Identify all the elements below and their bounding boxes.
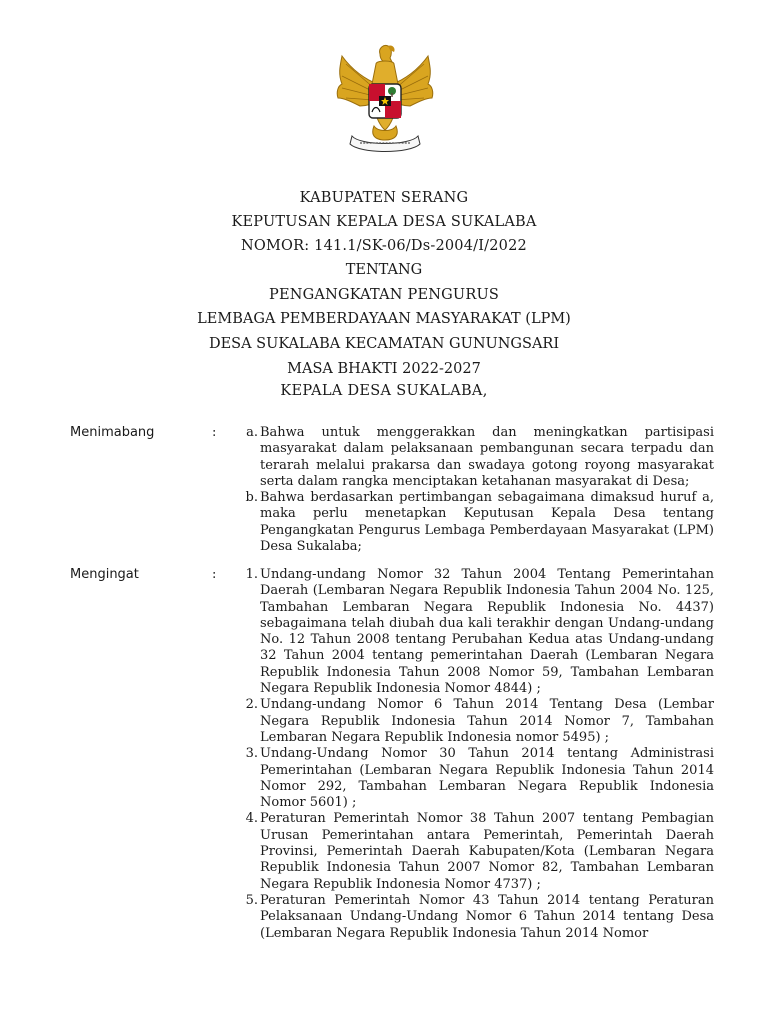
item-text: Peraturan Pemerintah Nomor 43 Tahun 2014 tentang Peraturan Pelaksanaan Undang-Undang Nomor 6 Tahun 2014 tentang Desa (Lembaran Negara Republik Indonesia Tahun 2014 Nomor — [260, 892, 714, 941]
issuer-title: KEPALA DESA SUKALABA, — [280, 383, 488, 399]
subject-line-3: DESA SUKALABA KECAMATAN GUNUNGSARI — [208, 336, 560, 352]
regency-name: KABUPATEN SERANG — [299, 190, 469, 206]
item-marker: b. — [245, 490, 258, 506]
item-marker: 5. — [245, 892, 258, 908]
section-items — [232, 567, 714, 942]
subject-line-2: LEMBAGA PEMBERDAYAAN MASYARAKAT (LPM) — [197, 311, 571, 327]
item-marker: 3. — [245, 746, 258, 762]
list-item — [232, 490, 714, 555]
item-marker: 1. — [245, 567, 258, 582]
subject-line-1: PENGANGKATAN PENGURUS — [268, 287, 500, 303]
list-item — [232, 567, 714, 697]
item-text: Undang-Undang Nomor 30 Tahun 2014 tentang Administrasi Pemerintahan (Lembaran Negara Republik Indonesia Tahun 2014 Nomor 292, Tambahan Lembaran Negara Republik Indonesia Nomor 5601) ; — [260, 746, 714, 811]
document-header — [0, 186, 768, 382]
section-items — [232, 425, 714, 555]
item-marker: a. — [246, 425, 258, 440]
item-text: Undang-undang Nomor 32 Tahun 2004 Tentang Pemerintahan Daerah (Lembaran Negara Republik Indonesia Tahun 2004 No. 125, Tambahan Lembaran Negara Republik Indonesia No. 4437) sebagaimana telah diubah dua kali terakhir dengan Undang-undang No. 12 Tahun 2008 tentang Perubahan Kedua atas Undang-undang 32 Tahun 2004 tentang pemerintahan Daerah (Lembaran Negara Republik Indonesia Tahun 2008 Nomor 59, Tambahan Lembaran Negara Republik Indonesia Nomor 4844) ; — [260, 567, 714, 697]
garuda-emblem-icon — [330, 40, 440, 156]
section-label: Mengingat — [70, 567, 139, 582]
list-item — [232, 697, 714, 746]
list-item — [232, 893, 714, 942]
list-item — [232, 811, 714, 892]
decree-title: KEPUTUSAN KEPALA DESA SUKALABA — [231, 214, 537, 230]
item-marker: 4. — [245, 811, 258, 827]
subject-line-4: MASA BHAKTI 2022-2027 — [287, 361, 481, 377]
section-label: Menimabang — [70, 425, 155, 440]
section-colon: : — [212, 425, 217, 440]
item-text: Undang-undang Nomor 6 Tahun 2014 Tentang Desa (Lembar Negara Republik Indonesia Tahun 2014 Nomor 7, Tambahan Lembaran Negara Republik Indonesia nomor 5495) ; — [260, 697, 714, 745]
about-label: TENTANG — [345, 262, 423, 278]
decree-number: NOMOR: 141.1/SK-06/Ds-2004/I/2022 — [241, 238, 527, 254]
section-colon: : — [212, 567, 217, 582]
item-text: Bahwa untuk menggerakkan dan meningkatkan partisipasi masyarakat dalam pelaksanaan pembangunan secara terpadu dan terarah melalui prakarsa dan swadaya gotong royong masyarakat serta dalam rangka menciptakan ketahanan masyarakat di Desa; — [260, 425, 714, 489]
item-marker: 2. — [245, 697, 258, 713]
list-item — [232, 746, 714, 811]
item-text: Peraturan Pemerintah Nomor 38 Tahun 2007 tentang Pembagian Urusan Pemerintahan antara Pemerintah, Pemerintah Daerah Provinsi, Pemerintah Daerah Kabupaten/Kota (Lembaran Negara Republik Indonesia Tahun 2007 Nomor 82, Tambahan Lembaran Negara Republik Indonesia Nomor 4737) ; — [260, 811, 714, 892]
item-text: Bahwa berdasarkan pertimbangan sebagaimana dimaksud huruf a, maka perlu menetapkan Keputusan Kepala Desa tentang Pengangkatan Pengurus Lembaga Pemberdayaan Masyarakat (LPM) Desa Sukalaba; — [260, 490, 714, 555]
list-item — [232, 425, 714, 490]
